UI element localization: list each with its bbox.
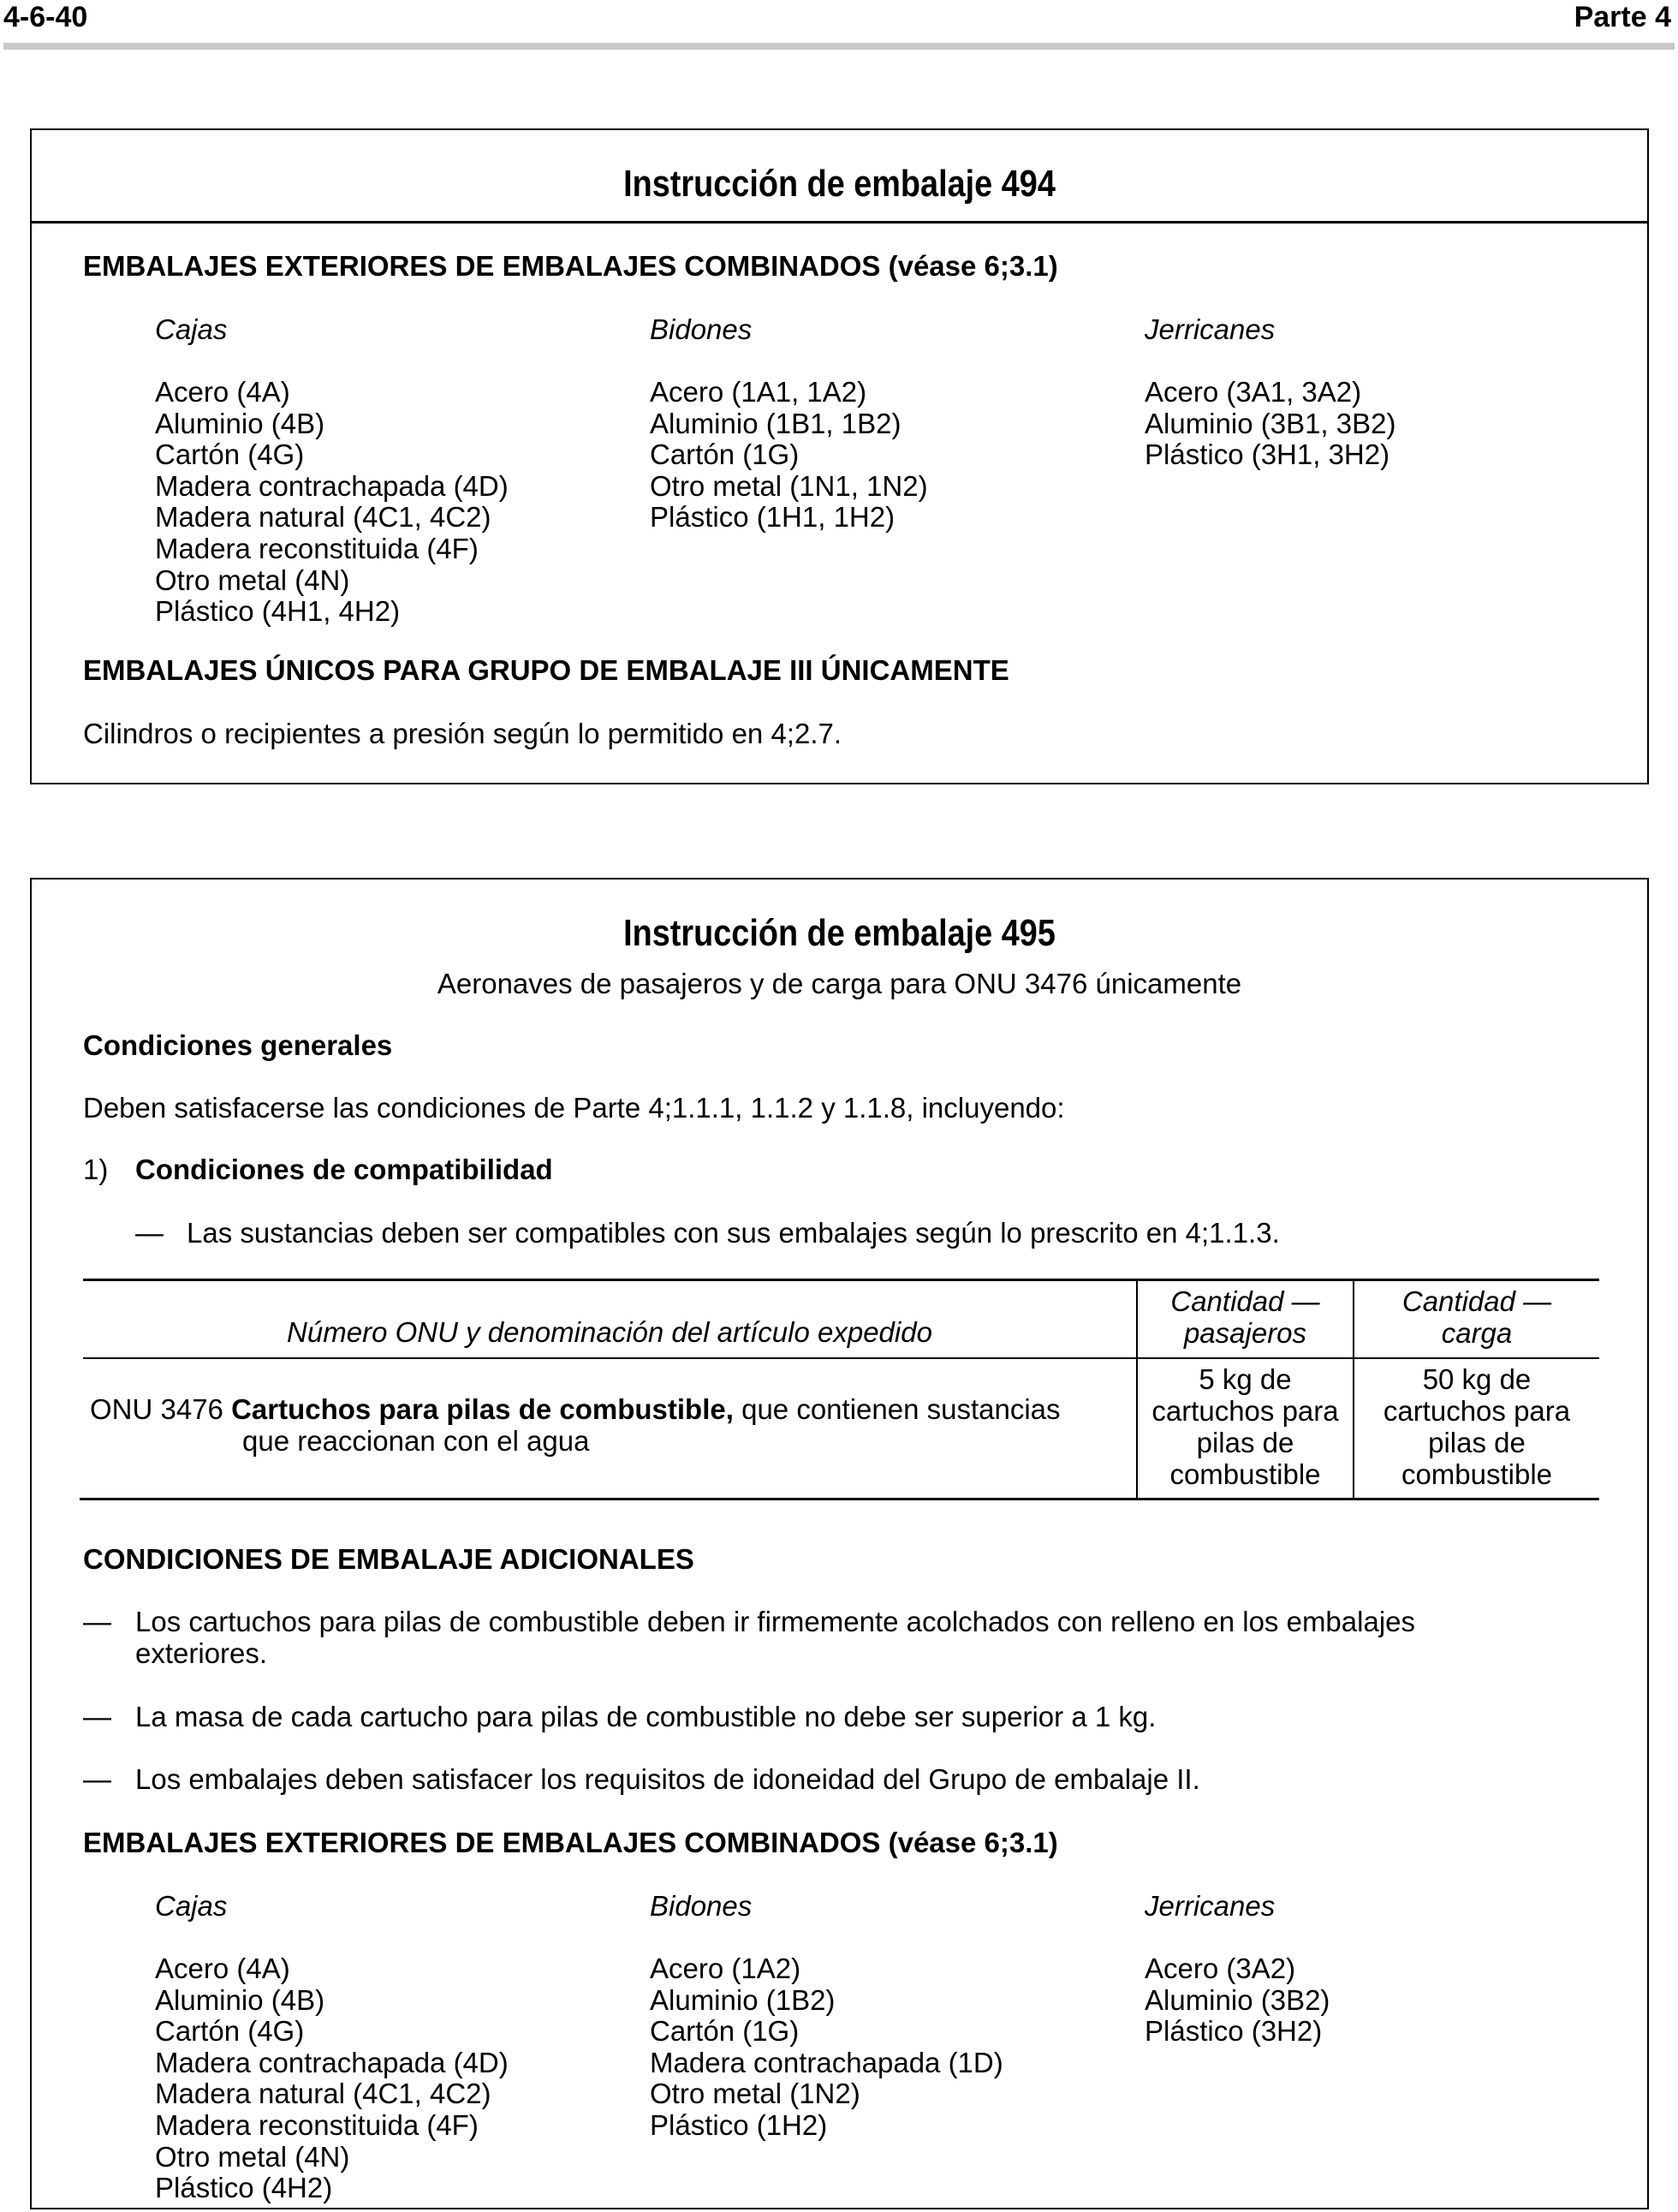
- list-item: Cartón (1G): [650, 438, 800, 471]
- list-item: Plástico (3H1, 3H2): [1145, 438, 1390, 471]
- list-item: Acero (4A): [155, 1953, 290, 1984]
- additional-condition-2: La masa de cada cartucho para pilas de combustible no debe ser superior a 1 kg.: [135, 1701, 1157, 1732]
- column-heading-cajas: Cajas: [155, 313, 228, 345]
- general-conditions-text: Deben satisfacerse las condiciones de Parte 4;1.1.1, 1.1.2 y 1.1.8, incluyendo:: [83, 1092, 1065, 1124]
- table-row-name-line1: [90, 1393, 1061, 1425]
- additional-condition-1: Los cartuchos para pilas de combustible deben ir firmemente acolchados con relleno en los embalajes exteriores.: [135, 1606, 1416, 1669]
- list-item: Acero (3A1, 3A2): [1145, 376, 1362, 408]
- list-item: Madera contrachapada (4D): [155, 2046, 509, 2078]
- table-top-rule: [83, 1279, 1599, 1281]
- page-number: 4-6-40: [3, 1, 88, 33]
- column-heading-jerricanes: Jerricanes: [1145, 313, 1276, 345]
- compatibility-heading: Condiciones de compatibilidad: [135, 1154, 553, 1185]
- list-item: Aluminio (4B): [155, 1983, 325, 2016]
- list-item: Aluminio (1B1, 1B2): [650, 407, 901, 439]
- packing-instruction-495: [30, 878, 1649, 2209]
- column-heading-cajas: Cajas: [155, 1890, 228, 1922]
- table-header-passengers: Cantidad — pasajeros: [1170, 1285, 1320, 1349]
- section-subtitle: Aeronaves de pasajeros y de carga para ONU 3476 únicamente: [437, 968, 1242, 999]
- list-item: Aluminio (3B2): [1145, 1983, 1330, 2016]
- list-item: Plástico (1H2): [650, 2108, 828, 2141]
- bidones-list: [650, 1953, 1003, 2142]
- list-item: Madera contrachapada (1D): [650, 2046, 1003, 2078]
- table-header-cargo: Cantidad — carga: [1401, 1285, 1552, 1349]
- dash-bullet: —: [83, 1763, 111, 1795]
- list-item: Plástico (3H2): [1145, 2015, 1323, 2048]
- list-item: Madera reconstituida (4F): [155, 532, 479, 564]
- list-item: Plástico (4H2): [155, 2172, 333, 2204]
- list-item: Otro metal (1N1, 1N2): [650, 469, 928, 502]
- name-description: que contienen sustancias: [733, 1393, 1061, 1425]
- list-item: Aluminio (4B): [155, 407, 325, 439]
- table-cell-cargo: 50 kg de cartuchos para pilas de combustible: [1383, 1363, 1571, 1490]
- column-heading-jerricanes: Jerricanes: [1145, 1890, 1276, 1922]
- outer-packaging-heading: EMBALAJES EXTERIORES DE EMBALAJES COMBINADOS (véase 6;3.1): [83, 1827, 1058, 1858]
- list-item: Acero (4A): [155, 376, 290, 408]
- dash-bullet: —: [135, 1217, 164, 1249]
- list-item: Madera natural (4C1, 4C2): [155, 2078, 491, 2110]
- part-label: Parte 4: [1574, 1, 1671, 33]
- cajas-list: [155, 1953, 509, 2204]
- list-item: Acero (1A1, 1A2): [650, 376, 867, 408]
- section-title: Instrucción de embalaje 494: [623, 163, 1056, 205]
- proper-shipping-name: Cartuchos para pilas de combustible,: [231, 1393, 734, 1425]
- single-packaging-text: Cilindros o recipientes a presión según lo permitido en 4;2.7.: [83, 718, 842, 749]
- item-number: 1): [83, 1154, 109, 1185]
- dash-bullet: —: [83, 1701, 111, 1732]
- header-divider: [3, 43, 1675, 50]
- list-item: Aluminio (1B2): [650, 1983, 836, 2016]
- title-bar: [32, 130, 1647, 224]
- table-header-rule: [83, 1357, 1599, 1359]
- cajas-list: [155, 377, 509, 628]
- list-item: Madera natural (4C1, 4C2): [155, 501, 491, 534]
- bidones-list: [650, 377, 928, 534]
- list-item: Madera contrachapada (4D): [155, 469, 509, 502]
- list-item: Acero (1A2): [650, 1953, 801, 1984]
- additional-condition-3: Los embalajes deben satisfacer los requisitos de idoneidad del Grupo de embalaje II.: [135, 1763, 1200, 1795]
- jerricanes-list: [1145, 1953, 1330, 2048]
- single-packaging-heading: EMBALAJES ÚNICOS PARA GRUPO DE EMBALAJE III ÚNICAMENTE: [83, 654, 1009, 686]
- additional-conditions-heading: CONDICIONES DE EMBALAJE ADICIONALES: [83, 1543, 694, 1575]
- column-heading-bidones: Bidones: [650, 1890, 753, 1922]
- general-conditions-heading: Condiciones generales: [83, 1029, 393, 1061]
- un-number: ONU 3476: [90, 1393, 232, 1425]
- section-title: Instrucción de embalaje 495: [623, 912, 1056, 954]
- table-row-name-line2: que reaccionan con el agua: [242, 1425, 590, 1457]
- list-item: Otro metal (4N): [155, 2140, 350, 2173]
- dash-bullet: —: [83, 1606, 111, 1637]
- compatibility-text: Las sustancias deben ser compatibles con sus embalajes según lo prescrito en 4;1.1.3.: [187, 1217, 1280, 1249]
- outer-packaging-heading: EMBALAJES EXTERIORES DE EMBALAJES COMBINADOS (véase 6;3.1): [83, 250, 1058, 282]
- list-item: Cartón (1G): [650, 2015, 800, 2048]
- packing-instruction-494: [30, 128, 1649, 784]
- list-item: Otro metal (4N): [155, 563, 350, 596]
- table-cell-passengers: 5 kg de cartuchos para pilas de combustible: [1151, 1363, 1339, 1490]
- list-item: Cartón (4G): [155, 438, 305, 471]
- list-item: Aluminio (3B1, 3B2): [1145, 407, 1396, 439]
- table-header-name: Número ONU y denominación del artículo expedido: [287, 1316, 932, 1348]
- list-item: Plástico (1H1, 1H2): [650, 501, 896, 534]
- list-item: Cartón (4G): [155, 2015, 305, 2048]
- list-item: Madera reconstituida (4F): [155, 2108, 479, 2141]
- list-item: Plástico (4H1, 4H2): [155, 595, 401, 628]
- column-heading-bidones: Bidones: [650, 313, 753, 345]
- list-item: Otro metal (1N2): [650, 2078, 860, 2110]
- list-item: Acero (3A2): [1145, 1953, 1296, 1984]
- jerricanes-list: [1145, 377, 1395, 471]
- table-bottom-rule: [80, 1498, 1599, 1500]
